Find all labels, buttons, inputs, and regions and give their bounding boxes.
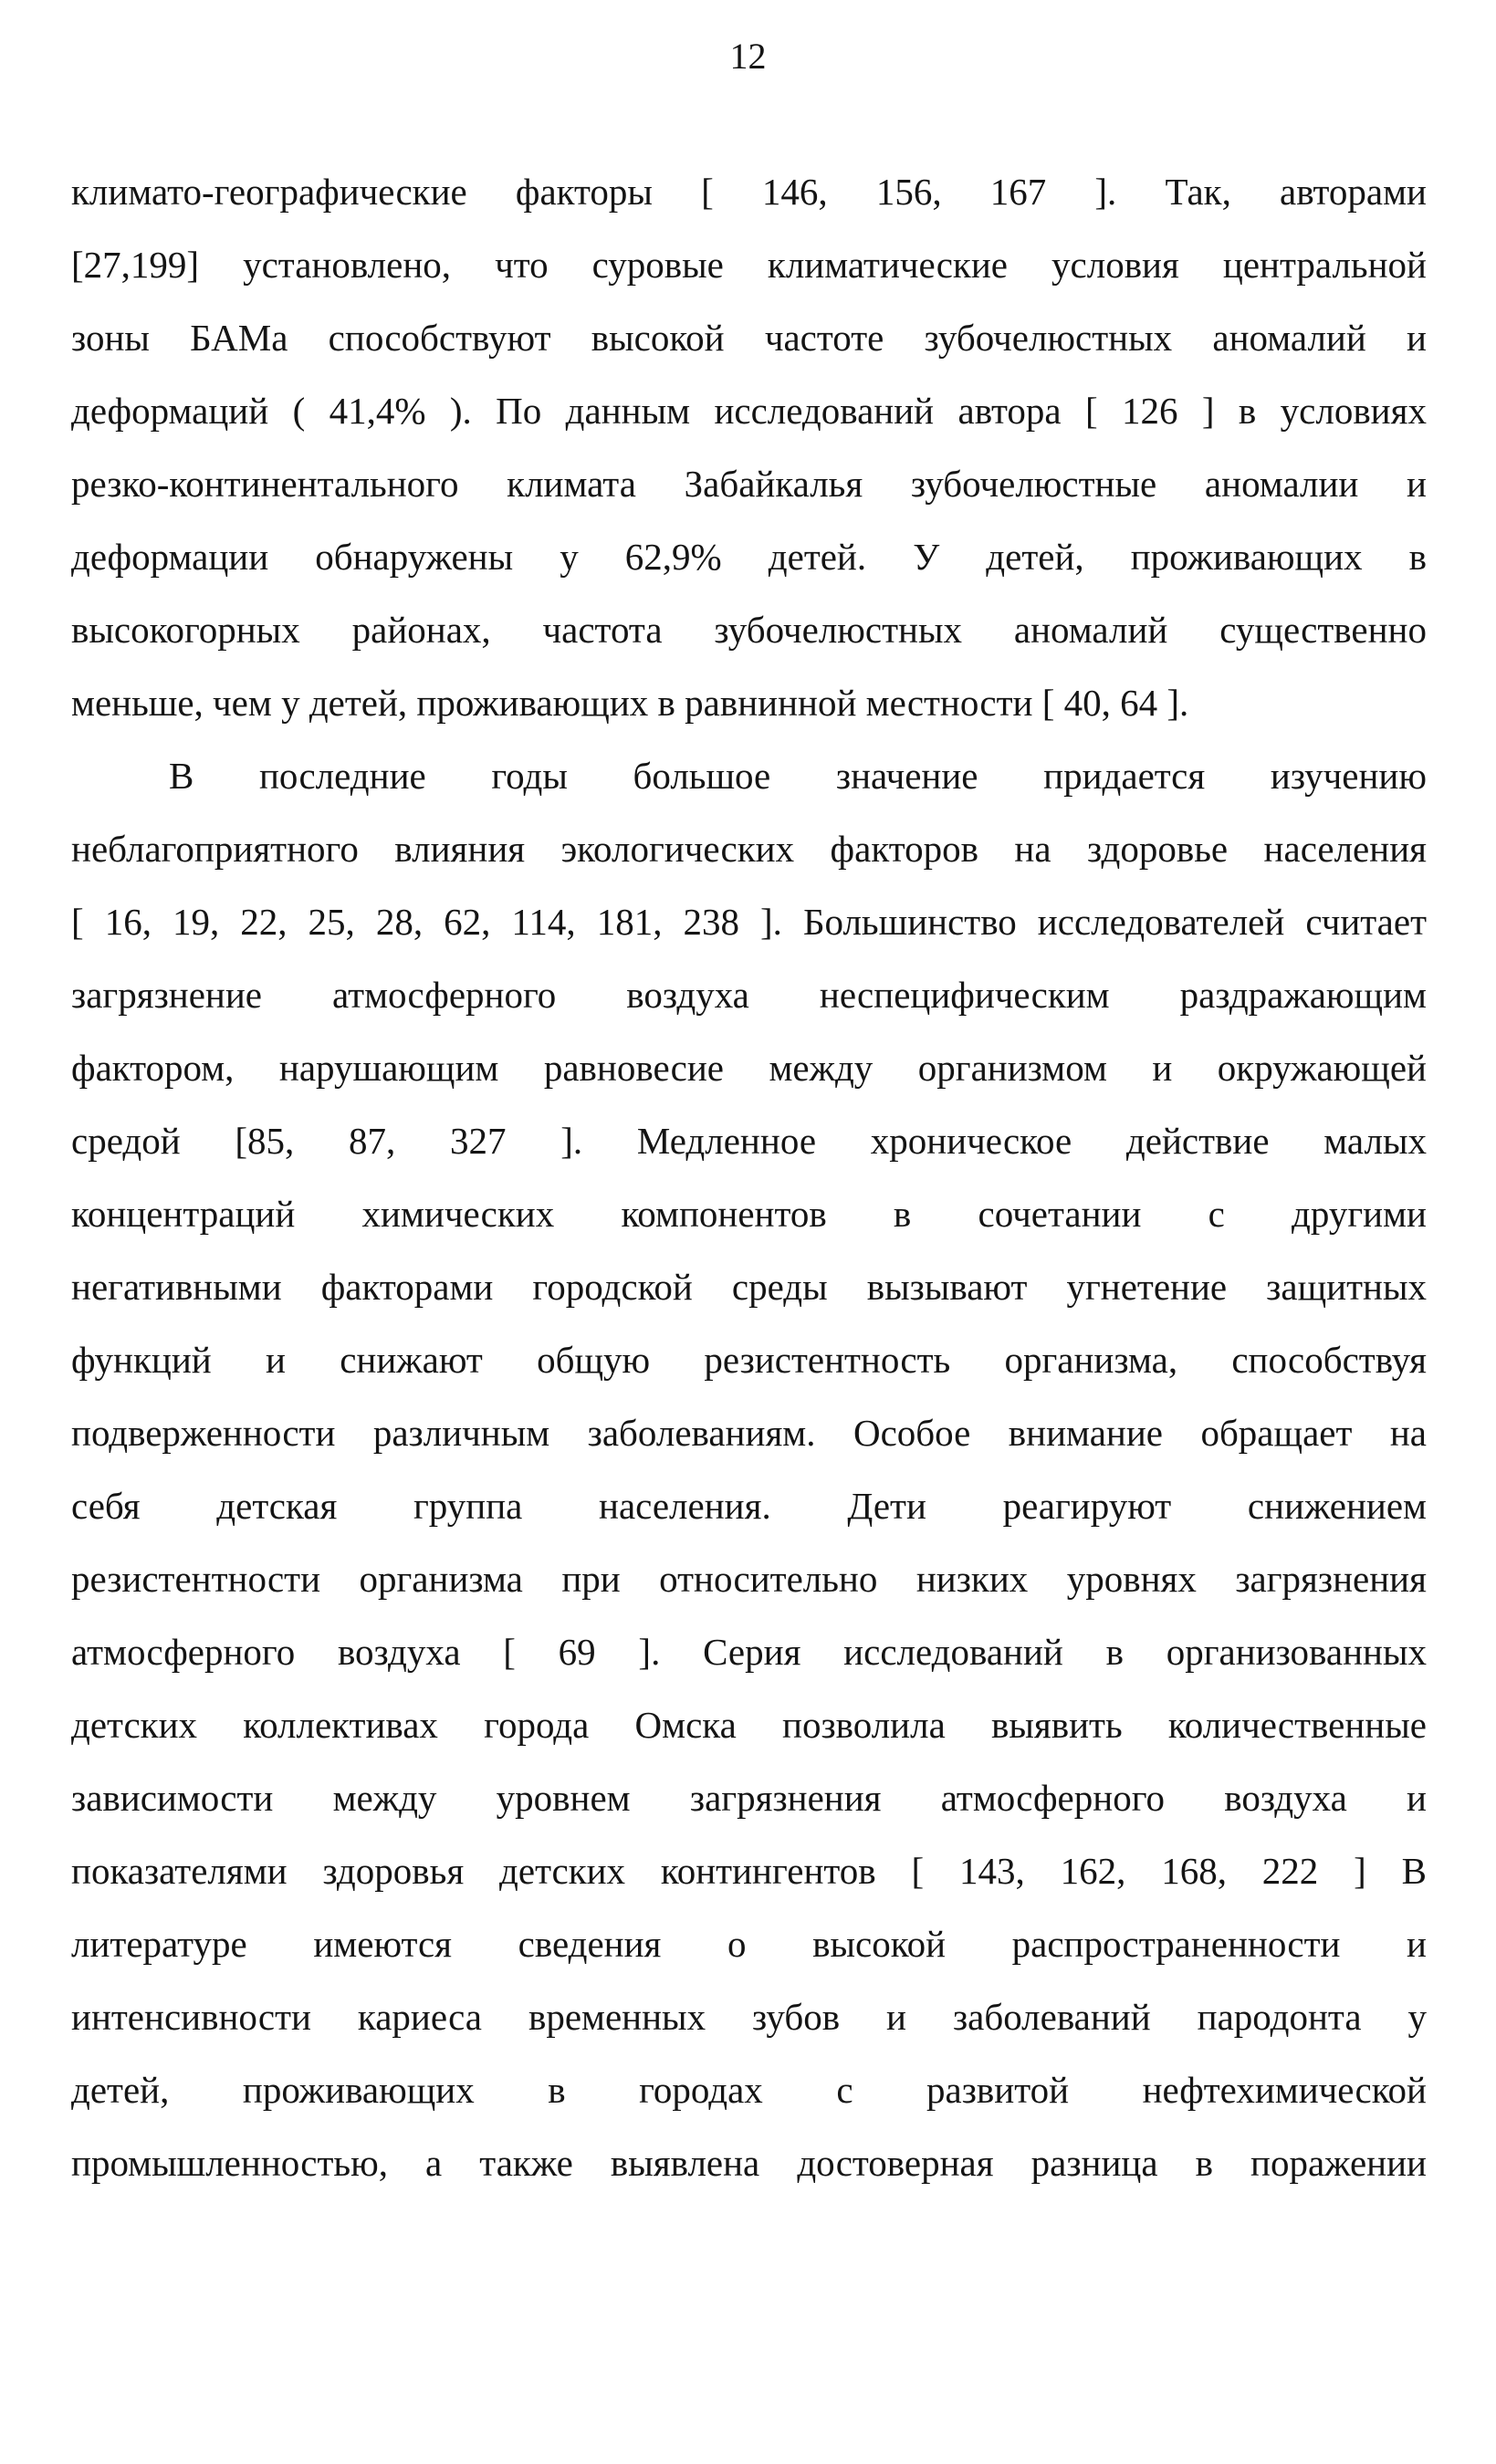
text-line: литературе имеются сведения о высокой распространенности и <box>71 1923 1427 1965</box>
text-line: фактором, нарушающим равновесие между организмом и окружающей <box>71 1047 1427 1089</box>
text-line: неблагоприятного влияния экологических факторов на здоровье населения <box>71 828 1427 870</box>
text-line: резко-континентального климата Забайкалья зубочелюстные аномалии и <box>71 463 1427 505</box>
text-line: деформации обнаружены у 62,9% детей. У детей, проживающих в <box>71 536 1427 578</box>
text-line: [27,199] установлено, что суровые климатические условия центральной <box>71 244 1427 286</box>
text-line: детей, проживающих в городах с развитой нефтехимической <box>71 2069 1427 2111</box>
text-line: [ 16, 19, 22, 25, 28, 62, 114, 181, 238 ]. Большинство исследователей считает <box>71 901 1427 943</box>
text-line: интенсивности кариеса временных зубов и заболеваний пародонта у <box>71 1996 1427 2038</box>
text-line: функций и снижают общую резистентность организма, способствуя <box>71 1339 1427 1381</box>
text-line: резистентности организма при относительно низких уровнях загрязнения <box>71 1558 1427 1600</box>
paragraph-first-line: В последние годы большое значение придается изучению <box>169 755 1427 797</box>
text-line: загрязнение атмосферного воздуха неспецифическим раздражающим <box>71 974 1427 1016</box>
text-line: высокогорных районах, частота зубочелюстных аномалий существенно <box>71 609 1427 651</box>
text-line: негативными факторами городской среды вызывают угнетение защитных <box>71 1266 1427 1308</box>
text-line: концентраций химических компонентов в сочетании с другими <box>71 1193 1427 1235</box>
text-line: детских коллективах города Омска позволила выявить количественные <box>71 1704 1427 1746</box>
page-number: 12 <box>729 36 767 77</box>
text-line: себя детская группа населения. Дети реагируют снижением <box>71 1485 1427 1527</box>
text-line: средой [85, 87, 327 ]. Медленное хроническое действие малых <box>71 1120 1427 1162</box>
text-line: зависимости между уровнем загрязнения атмосферного воздуха и <box>71 1777 1427 1819</box>
text-line: атмосферного воздуха [ 69 ]. Серия исследований в организованных <box>71 1631 1427 1673</box>
text-line: промышленностью, а также выявлена достоверная разница в поражении <box>71 2142 1427 2184</box>
text-line: климато-географические факторы [ 146, 156, 167 ]. Так, авторами <box>71 171 1427 213</box>
body-text <box>71 155 1427 2199</box>
text-line: деформаций ( 41,4% ). По данным исследований автора [ 126 ] в условиях <box>71 390 1427 432</box>
text-line: подверженности различным заболеваниям. Особое внимание обращает на <box>71 1412 1427 1454</box>
text-line: меньше, чем у детей, проживающих в равнинной местности [ 40, 64 ]. <box>71 682 1189 724</box>
text-line: зоны БАМа способствуют высокой частоте зубочелюстных аномалий и <box>71 317 1427 359</box>
text-line: показателями здоровья детских контингентов [ 143, 162, 168, 222 ] В <box>71 1850 1427 1892</box>
